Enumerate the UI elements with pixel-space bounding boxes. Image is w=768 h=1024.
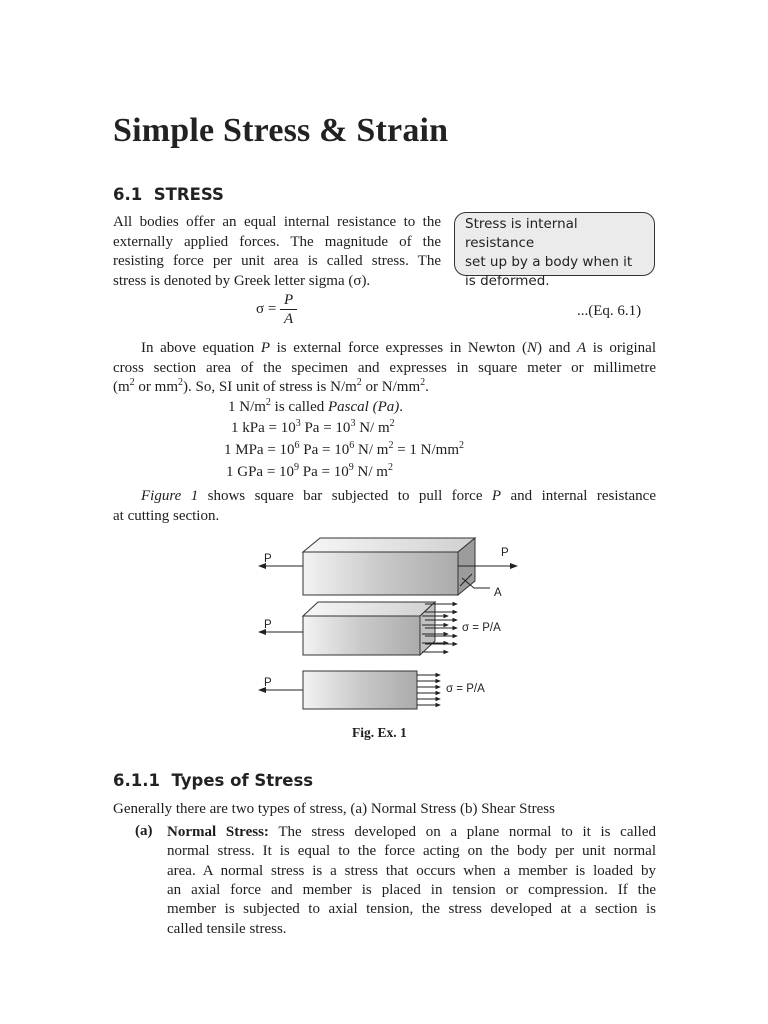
subsection-heading (113, 771, 313, 790)
explanation-line: cross section area of the specimen and expresses in square meter or millimetre (113, 359, 656, 376)
stress-label: σ = P/A (462, 622, 501, 634)
definition-callout (454, 212, 655, 289)
area-label: A (494, 587, 502, 599)
equation-denominator: A (284, 311, 294, 327)
unit-definition: 1 MPa = $10^6$ $Pa = 10^6$ N/ $m^2 = 1$ $N/mm^2$ (224, 440, 464, 458)
section-number: 6.1 (113, 185, 143, 204)
callout-line: Stress is internal resistance (465, 216, 578, 251)
figure-caption: Fig. Ex. 1 (352, 725, 407, 740)
explanation-paragraph (113, 339, 656, 399)
figure-reference-line: Figure 1 shows square bar subjected to pull force P and internal resistance (141, 488, 656, 504)
normal-stress-line: normal stress. It is equal to the force acting on the body per unit normal (167, 843, 656, 860)
unit-definition: 1 kPa = $10^3$ $Pa = 10^3$ N/ $m^2$ (231, 418, 395, 436)
explanation-line: ($m^2$ or $mm^2$). So, SI unit of stress is $N/m^2$ or $N/mm^2$. (113, 377, 429, 395)
normal-stress-line: an axial force and member is placed in tension or compression. If the (167, 881, 656, 898)
normal-stress-line: member is subjected to axial tension, the stress developed at a section is (167, 901, 656, 918)
equation-lhs: σ = (256, 300, 277, 317)
intro-paragraph (113, 213, 441, 293)
force-label: P (264, 553, 272, 565)
force-label: P (501, 547, 509, 559)
normal-stress-paragraph (167, 823, 656, 941)
intro-line: All bodies offer an equal internal resistance to the (113, 214, 441, 230)
subsection-title: Types of Stress (171, 771, 314, 790)
normal-stress-line: Normal Stress: The stress developed on a plane normal to it is called (167, 824, 656, 840)
intro-line: externally applied forces. The magnitude of the (113, 233, 441, 250)
cut-bar-side-view (259, 671, 485, 709)
callout-line: is deformed. (465, 273, 550, 289)
chapter-title: Simple Stress & Strain (113, 112, 449, 149)
normal-stress-line: called tensile stress. (167, 920, 287, 937)
list-marker: (a) (135, 823, 153, 839)
section-title: STRESS (153, 185, 224, 204)
types-intro: Generally there are two types of stress, (a) Normal Stress (b) Shear Stress (113, 801, 555, 817)
force-label: P (264, 619, 272, 631)
figure-reference-line: at cutting section. (113, 507, 220, 524)
stress-equation (256, 291, 297, 328)
unit-definition: 1 $N/m^2$ is called Pascal (Pa). (228, 397, 403, 415)
subsection-number: 6.1.1 (113, 771, 160, 790)
figure-reference-paragraph (113, 487, 656, 527)
bar-stress-figure (250, 530, 530, 720)
explanation-line: In above equation P is external force expresses in Newton (N) and A is original (141, 340, 656, 356)
equation-numerator: P (280, 291, 297, 310)
force-label: P (264, 677, 272, 689)
unit-definition: 1 GPa = $10^9$ $Pa = 10^9$ N/ $m^2$ (226, 462, 393, 480)
stress-label: σ = P/A (446, 683, 485, 695)
normal-stress-line: area. A normal stress is a stress that occurs when a member is loaded by (167, 862, 656, 879)
section-heading (113, 185, 224, 204)
equation-fraction (280, 291, 297, 328)
intro-line: stress is denoted by Greek letter sigma (σ). (113, 272, 371, 289)
full-bar (259, 538, 517, 599)
intro-line: resisting force per unit area is called stress. The (113, 253, 441, 269)
callout-line: set up by a body when it (465, 254, 633, 270)
cut-bar-isometric (259, 602, 501, 655)
equation-tag: ...(Eq. 6.1) (577, 303, 642, 319)
